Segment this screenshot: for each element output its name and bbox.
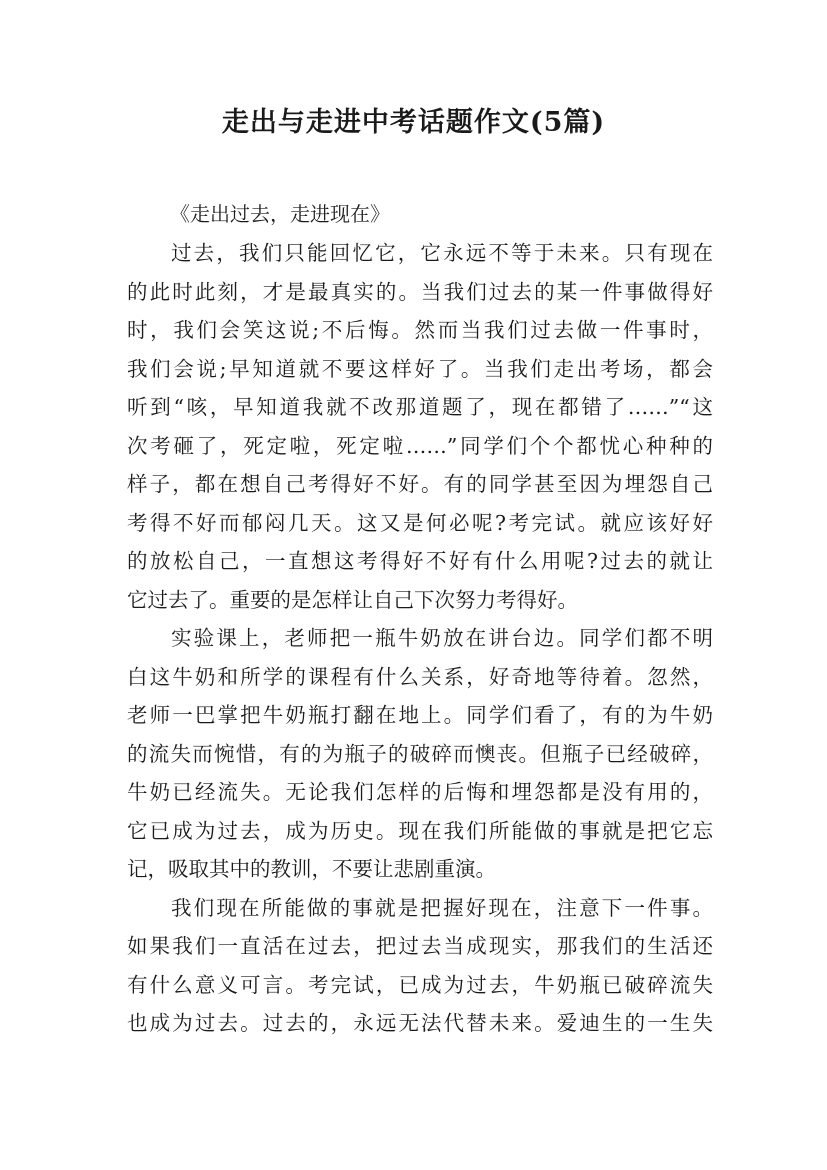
document-title: 走出与走进中考话题作文(5篇) <box>221 107 606 138</box>
body-line: 的此时此刻，才是最真实的。当我们过去的某一件事做得好 <box>127 279 713 304</box>
body-line: 听到“咳，早知道我就不改那道题了，现在都错了……”“这 <box>127 395 713 419</box>
body-line: 记，吸取其中的教训，不要让悲剧重演。 <box>127 857 496 881</box>
body-line: 的流失而惋惜，有的为瓶子的破碎而懊丧。但瓶子已经破碎， <box>127 741 713 766</box>
body-line: 老师一巴掌把牛奶瓶打翻在地上。同学们看了，有的为牛奶 <box>127 703 713 727</box>
body-line: 的放松自己，一直想这考得好不好有什么用呢?过去的就让 <box>127 549 713 573</box>
body-line: 也成为过去。过去的，永远无法代替未来。爱迪生的一生失 <box>127 1011 713 1035</box>
body-line: 牛奶已经流失。无论我们怎样的后悔和埋怨都是没有用的， <box>127 780 713 804</box>
body-line: 有什么意义可言。考完试，已成为过去，牛奶瓶已破碎流失 <box>127 972 713 997</box>
body-line: 实验课上，老师把一瓶牛奶放在讲台边。同学们都不明 <box>171 626 713 650</box>
essay-subtitle: 《走出过去，走进现在》 <box>170 202 390 226</box>
essay-body <box>127 234 713 1043</box>
body-line: 次考砸了，死定啦，死定啦……”同学们个个都忧心种种的 <box>127 433 713 458</box>
body-line: 它已成为过去，成为历史。现在我们所能做的事就是把它忘 <box>127 818 713 843</box>
body-line: 我们现在所能做的事就是把握好现在，注意下一件事。 <box>171 895 713 920</box>
body-line: 白这牛奶和所学的课程有什么关系，好奇地等待着。忽然， <box>127 664 713 689</box>
body-line: 过去，我们只能回忆它，它永远不等于未来。只有现在 <box>171 241 713 265</box>
body-line: 考得不好而郁闷几天。这又是何必呢?考完试。就应该好好 <box>127 510 713 535</box>
body-line: 我们会说;早知道就不要这样好了。当我们走出考场，都会 <box>127 356 713 381</box>
body-line: 如果我们一直活在过去，把过去当成现实，那我们的生活还 <box>127 934 713 958</box>
body-line: 样子，都在想自己考得好不好。有的同学甚至因为埋怨自己 <box>127 472 713 496</box>
body-line: 时，我们会笑这说;不后悔。然而当我们过去做一件事时， <box>127 318 713 342</box>
body-line: 它过去了。重要的是怎样让自己下次努力考得好。 <box>127 587 578 612</box>
